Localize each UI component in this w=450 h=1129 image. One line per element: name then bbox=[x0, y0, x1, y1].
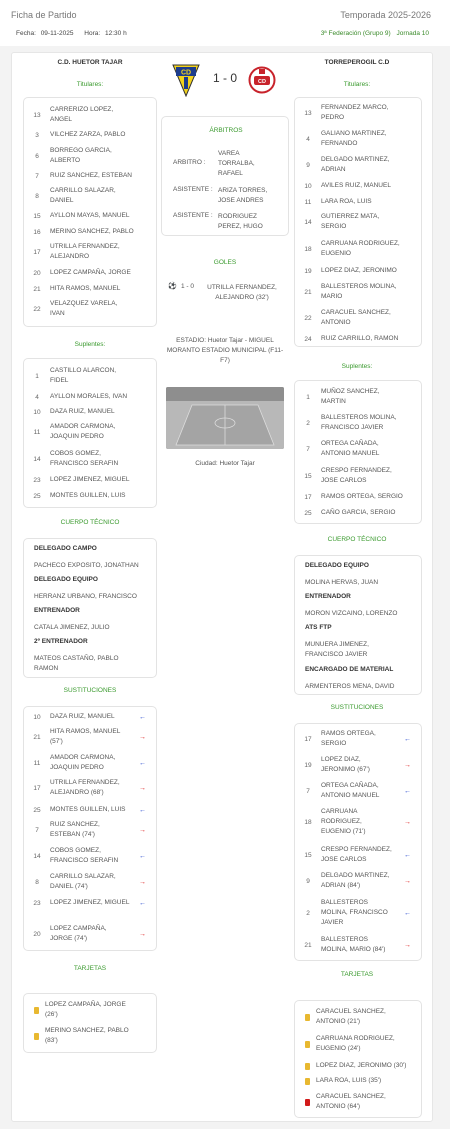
player-name: CARACUEL SANCHEZ, ANTONIO (21') bbox=[316, 1008, 386, 1025]
list-item[interactable] bbox=[295, 466, 421, 486]
list-item[interactable] bbox=[34, 1026, 156, 1046]
list-item[interactable] bbox=[24, 805, 156, 815]
player-name: VELAZQUEZ VARELA, IVAN bbox=[50, 300, 118, 317]
player-name: UTRILLA FERNANDEZ, ALEJANDRO bbox=[50, 243, 120, 260]
fecha-value: 09-11-2025 bbox=[40, 30, 74, 37]
player-number: 25 bbox=[33, 806, 41, 814]
referee-name: RODRIGUEZ PEREZ, HUGO bbox=[218, 213, 263, 230]
list-item[interactable] bbox=[24, 422, 156, 442]
player-number: 22 bbox=[304, 314, 312, 322]
referees-panel bbox=[161, 116, 289, 236]
list-item[interactable] bbox=[295, 181, 421, 191]
goal-item bbox=[166, 281, 286, 305]
football-icon: ⚽ bbox=[168, 283, 177, 290]
sub-in-arrow-icon: → bbox=[404, 877, 411, 885]
list-item[interactable] bbox=[295, 807, 421, 837]
goles-label: GOLES bbox=[213, 259, 237, 266]
list-item[interactable] bbox=[295, 898, 421, 928]
player-number: 11 bbox=[304, 198, 312, 206]
list-item[interactable] bbox=[295, 845, 421, 865]
player-name: MUÑOZ SANCHEZ, MARTIN bbox=[321, 388, 380, 405]
list-item[interactable] bbox=[295, 729, 421, 749]
player-number: 15 bbox=[304, 472, 312, 480]
player-number: 14 bbox=[304, 218, 312, 226]
player-name: MONTES GUILLEN, LUIS bbox=[50, 492, 126, 499]
player-number: 7 bbox=[35, 172, 39, 180]
player-name: DELGADO MARTINEZ, ADRIAN (84') bbox=[321, 872, 390, 889]
sub-out-arrow-icon: ← bbox=[404, 787, 411, 795]
staff-name: ARMENTEROS MENA, DAVID bbox=[305, 683, 395, 690]
list-item[interactable] bbox=[24, 727, 156, 747]
list-item[interactable] bbox=[24, 753, 156, 773]
player-number: 4 bbox=[306, 135, 310, 143]
home-tarjetas-label: TARJETAS bbox=[73, 965, 107, 972]
list-item[interactable] bbox=[24, 491, 156, 501]
player-name: RUIZ CARRILLO, RAMON bbox=[321, 335, 399, 342]
list-item[interactable] bbox=[24, 130, 156, 140]
competition-info bbox=[317, 30, 429, 37]
away-tarjetas-list bbox=[294, 1000, 422, 1118]
player-name: RAMOS ORTEGA, SERGIO bbox=[321, 730, 376, 747]
player-number: 22 bbox=[33, 305, 41, 313]
list-item[interactable] bbox=[24, 146, 156, 166]
arbitros-label: ÁRBITROS bbox=[209, 127, 243, 134]
referee-name: VAREA TORRALBA, RAFAEL bbox=[218, 150, 255, 177]
sub-in-arrow-icon: → bbox=[139, 733, 146, 741]
player-number: 10 bbox=[33, 408, 41, 416]
player-number: 25 bbox=[33, 492, 41, 500]
player-name: BALLESTEROS MOLINA, MARIO bbox=[321, 283, 397, 300]
player-number: 17 bbox=[33, 784, 41, 792]
player-name: DELGADO MARTINEZ, ADRIAN bbox=[321, 156, 390, 173]
player-number: 21 bbox=[33, 285, 41, 293]
list-item[interactable] bbox=[24, 846, 156, 866]
player-name: BALLESTEROS MOLINA, FRANCISCO JAVIER bbox=[321, 899, 388, 926]
hora-value: 12:30 h bbox=[105, 30, 127, 37]
referee-role: ARBITRO : bbox=[173, 159, 206, 166]
yellow-card-icon bbox=[305, 1078, 310, 1085]
player-name: GUTIERREZ MATA, SERGIO bbox=[321, 213, 380, 230]
staff-role: 2º ENTRENADOR bbox=[34, 638, 88, 645]
yellow-card-icon bbox=[34, 1007, 39, 1014]
stadium-photo-icon bbox=[166, 387, 284, 449]
page-title: Ficha de Partido bbox=[11, 10, 77, 20]
list-item[interactable] bbox=[24, 712, 156, 722]
staff-name: MOLINA HERVAS, JUAN bbox=[305, 579, 379, 586]
player-number: 20 bbox=[33, 269, 41, 277]
player-number: 17 bbox=[304, 493, 312, 501]
player-name: BALLESTEROS MOLINA, MARIO (84') bbox=[321, 936, 386, 953]
player-name: LOPEZ CAMPAÑA, JORGE bbox=[50, 269, 131, 276]
away-crest-icon bbox=[248, 65, 276, 95]
list-item[interactable] bbox=[295, 282, 421, 302]
player-number: 17 bbox=[304, 735, 312, 743]
player-number: 8 bbox=[35, 192, 39, 200]
player-number: 23 bbox=[33, 476, 41, 484]
player-name: COBOS GOMEZ, FRANCISCO SERAFIN bbox=[50, 450, 119, 467]
list-item[interactable] bbox=[295, 308, 421, 328]
player-number: 14 bbox=[33, 852, 41, 860]
player-name: CARRUANA RODRIGUEZ, EUGENIO (24') bbox=[316, 1035, 395, 1052]
sub-out-arrow-icon: ← bbox=[404, 851, 411, 859]
competition-link[interactable]: 3ª Federación (Grupo 9) bbox=[320, 30, 391, 37]
list-item[interactable] bbox=[305, 1007, 421, 1027]
away-cuerpo-label: CUERPO TÉCNICO bbox=[327, 536, 387, 543]
player-name: ORTEGA CAÑADA, ANTONIO MANUEL bbox=[321, 782, 380, 799]
player-name: ORTEGA CAÑADA, ANTONIO MANUEL bbox=[321, 440, 380, 457]
player-name: AYLLON MORALES, IVAN bbox=[50, 393, 128, 400]
home-titulares-list bbox=[23, 97, 157, 327]
home-cuerpo-label: CUERPO TÉCNICO bbox=[60, 519, 120, 526]
player-number: 19 bbox=[304, 761, 312, 769]
player-name: LOPEZ JIMENEZ, MIGUEL bbox=[50, 899, 130, 906]
player-name: CAÑO GARCIA, SERGIO bbox=[321, 509, 396, 516]
list-item[interactable] bbox=[24, 268, 156, 278]
player-name: CRESPO FERNANDEZ, JOSE CARLOS bbox=[321, 846, 392, 863]
list-item[interactable] bbox=[24, 105, 156, 125]
staff-name: PACHECO EXPOSITO, JONATHAN bbox=[34, 562, 139, 569]
player-name: LOPEZ CAMPAÑA, JORGE (26') bbox=[45, 1001, 126, 1018]
away-suplentes-list bbox=[294, 380, 422, 524]
player-number: 1 bbox=[306, 393, 310, 401]
list-item[interactable] bbox=[295, 212, 421, 232]
sub-in-arrow-icon: → bbox=[139, 930, 146, 938]
player-name: UTRILLA FERNANDEZ, ALEJANDRO (68') bbox=[50, 779, 120, 796]
player-name: MERINO SANCHEZ, PABLO bbox=[50, 228, 134, 235]
player-number: 2 bbox=[306, 419, 310, 427]
player-name: RAMOS ORTEGA, SERGIO bbox=[321, 493, 403, 500]
player-name: MERINO SANCHEZ, PABLO (83') bbox=[45, 1027, 129, 1044]
sub-out-arrow-icon: ← bbox=[139, 899, 146, 907]
sub-out-arrow-icon: ← bbox=[139, 852, 146, 860]
player-name: CASTILLO ALARCON, FIDEL bbox=[50, 367, 117, 384]
player-name: GALIANO MARTINEZ, FERNANDO bbox=[321, 130, 387, 147]
list-item[interactable] bbox=[305, 1076, 421, 1086]
staff-name: CATALA JIMENEZ, JULIO bbox=[34, 624, 110, 631]
player-number: 6 bbox=[35, 152, 39, 160]
list-item[interactable] bbox=[305, 1061, 421, 1071]
home-titulares-label: Titulares: bbox=[76, 81, 104, 88]
home-crest-icon bbox=[171, 63, 201, 97]
sub-in-arrow-icon: → bbox=[139, 826, 146, 834]
list-item[interactable] bbox=[295, 387, 421, 407]
staff-role: DELEGADO CAMPO bbox=[34, 545, 97, 552]
list-item[interactable] bbox=[295, 492, 421, 502]
home-team-name[interactable]: C.D. HUETOR TAJAR bbox=[57, 59, 123, 66]
list-item[interactable] bbox=[24, 242, 156, 262]
away-team-name[interactable]: TORREPEROGIL C.D bbox=[324, 59, 390, 66]
sub-out-arrow-icon: ← bbox=[139, 759, 146, 767]
player-name: DAZA RUIZ, MANUEL bbox=[50, 408, 115, 415]
fecha-label: Fecha: bbox=[16, 30, 36, 37]
staff-role: ENTRENADOR bbox=[305, 593, 351, 600]
home-team-crest[interactable] bbox=[171, 63, 201, 97]
sub-out-arrow-icon: ← bbox=[404, 909, 411, 917]
list-item[interactable] bbox=[24, 186, 156, 206]
player-name: CARRERIZO LOPEZ, ANGEL bbox=[50, 106, 114, 123]
away-tarjetas-label: TARJETAS bbox=[340, 971, 374, 978]
player-number: 24 bbox=[304, 335, 312, 343]
player-number: 18 bbox=[304, 245, 312, 253]
staff-role: DELEGADO EQUIPO bbox=[305, 562, 369, 569]
match-meta bbox=[16, 30, 130, 37]
list-item[interactable] bbox=[34, 1000, 156, 1020]
list-item[interactable] bbox=[24, 284, 156, 294]
yellow-card-icon bbox=[305, 1063, 310, 1070]
staff-name: MORON VIZCAINO, LORENZO bbox=[305, 610, 398, 617]
player-name: LOPEZ DIAZ, JERONIMO (67') bbox=[321, 756, 370, 773]
referee-role: ASISTENTE : bbox=[173, 186, 213, 193]
season-label: Temporada 2025-2026 bbox=[340, 10, 431, 20]
player-name: FERNANDEZ MARCO, PEDRO bbox=[321, 104, 389, 121]
player-name: LOPEZ DIAZ, JERONIMO (30') bbox=[316, 1062, 407, 1069]
player-number: 7 bbox=[35, 826, 39, 834]
city-info: Ciudad: Huetor Tajar bbox=[195, 460, 255, 467]
player-name: CARRUANA RODRIGUEZ, EUGENIO bbox=[321, 240, 400, 257]
yellow-card-icon bbox=[305, 1014, 310, 1021]
player-number: 3 bbox=[35, 131, 39, 139]
sub-in-arrow-icon: → bbox=[404, 818, 411, 826]
player-number: 10 bbox=[304, 182, 312, 190]
player-name: LOPEZ DIAZ, JERONIMO bbox=[321, 267, 397, 274]
hora-label: Hora: bbox=[84, 30, 101, 37]
stadium-image bbox=[166, 387, 284, 449]
goal-scorer: UTRILLA FERNANDEZ, ALEJANDRO (32') bbox=[207, 284, 277, 301]
list-item[interactable] bbox=[295, 197, 421, 207]
home-suplentes-label: Suplentes: bbox=[74, 341, 106, 348]
stadium-info: ESTADIO: Huetor Tajar - MIGUEL MORANTO ESTADIO MUNICIPAL (F11-F7) bbox=[166, 337, 284, 364]
player-number: 20 bbox=[33, 930, 41, 938]
list-item[interactable] bbox=[24, 299, 156, 319]
list-item[interactable] bbox=[295, 334, 421, 344]
list-item[interactable] bbox=[24, 475, 156, 485]
player-number: 1 bbox=[35, 372, 39, 380]
list-item[interactable] bbox=[295, 129, 421, 149]
player-name: COBOS GOMEZ, FRANCISCO SERAFIN bbox=[50, 847, 119, 864]
list-item[interactable] bbox=[24, 392, 156, 402]
scoreline: 1 - 0 bbox=[212, 71, 237, 85]
player-number: 25 bbox=[304, 509, 312, 517]
away-cuerpo-list bbox=[294, 555, 422, 695]
player-name: HITA RAMOS, MANUEL (57') bbox=[50, 728, 121, 745]
goal-score: 1 - 0 bbox=[181, 283, 195, 290]
list-item[interactable] bbox=[24, 778, 156, 798]
player-name: CARRUANA RODRIGUEZ, EUGENIO (71') bbox=[321, 808, 366, 835]
player-number: 16 bbox=[33, 228, 41, 236]
staff-role: ENCARGADO DE MATERIAL bbox=[305, 666, 394, 673]
list-item[interactable] bbox=[24, 898, 156, 908]
player-name: MONTES GUILLEN, LUIS bbox=[50, 806, 126, 813]
player-name: CARRILLO SALAZAR, DANIEL bbox=[50, 187, 116, 204]
away-sustituciones-list bbox=[294, 723, 422, 961]
list-item[interactable] bbox=[305, 1092, 421, 1112]
player-number: 21 bbox=[304, 941, 312, 949]
list-item[interactable] bbox=[295, 266, 421, 276]
away-team-crest[interactable] bbox=[248, 65, 276, 95]
list-item[interactable] bbox=[305, 1034, 421, 1054]
home-cuerpo-list bbox=[23, 538, 157, 678]
player-number: 10 bbox=[33, 713, 41, 721]
home-tarjetas-list bbox=[23, 993, 157, 1053]
svg-text:CD: CD bbox=[258, 79, 266, 85]
player-number: 11 bbox=[33, 428, 41, 436]
player-number: 15 bbox=[33, 212, 41, 220]
player-name: LOPEZ JIMENEZ, MIGUEL bbox=[50, 476, 130, 483]
player-number: 9 bbox=[306, 161, 310, 169]
sub-in-arrow-icon: → bbox=[139, 784, 146, 792]
away-titulares-label: Titulares: bbox=[343, 81, 371, 88]
player-number: 17 bbox=[33, 248, 41, 256]
player-name: LARA ROA, LUIS (35') bbox=[316, 1077, 382, 1084]
player-number: 21 bbox=[304, 288, 312, 296]
player-name: VILCHEZ ZARZA, PABLO bbox=[50, 131, 126, 138]
red-card-icon bbox=[305, 1099, 310, 1106]
list-item[interactable] bbox=[295, 439, 421, 459]
player-number: 18 bbox=[304, 818, 312, 826]
referee-role: ASISTENTE : bbox=[173, 212, 213, 219]
player-number: 2 bbox=[306, 909, 310, 917]
player-name: CARACUEL SANCHEZ, ANTONIO bbox=[321, 309, 391, 326]
sub-in-arrow-icon: → bbox=[404, 761, 411, 769]
list-item[interactable] bbox=[24, 366, 156, 386]
player-name: AVILES RUIZ, MANUEL bbox=[321, 182, 391, 189]
yellow-card-icon bbox=[305, 1041, 310, 1048]
player-number: 11 bbox=[33, 759, 41, 767]
player-number: 9 bbox=[306, 877, 310, 885]
player-name: DAZA RUIZ, MANUEL bbox=[50, 713, 115, 720]
list-item[interactable] bbox=[295, 103, 421, 123]
player-number: 7 bbox=[306, 445, 310, 453]
list-item[interactable] bbox=[295, 871, 421, 891]
home-suplentes-list bbox=[23, 358, 157, 508]
sub-in-arrow-icon: → bbox=[404, 941, 411, 949]
player-number: 8 bbox=[35, 878, 39, 886]
list-item[interactable] bbox=[24, 924, 156, 944]
list-item[interactable] bbox=[295, 413, 421, 433]
player-name: CARRILLO SALAZAR, DANIEL (74') bbox=[50, 873, 116, 890]
sub-out-arrow-icon: ← bbox=[404, 735, 411, 743]
player-number: 7 bbox=[306, 787, 310, 795]
player-name: AYLLON MAYAS, MANUEL bbox=[50, 212, 130, 219]
player-number: 13 bbox=[304, 109, 312, 117]
staff-name: HERRANZ URBANO, FRANCISCO bbox=[34, 593, 137, 600]
list-item[interactable] bbox=[295, 935, 421, 955]
player-name: CRESPO FERNANDEZ, JOSE CARLOS bbox=[321, 467, 392, 484]
yellow-card-icon bbox=[34, 1033, 39, 1040]
player-number: 21 bbox=[33, 733, 41, 741]
list-item[interactable] bbox=[295, 239, 421, 259]
player-number: 23 bbox=[33, 899, 41, 907]
player-name: HITA RAMOS, MANUEL bbox=[50, 285, 121, 292]
away-titulares-list bbox=[294, 97, 422, 347]
list-item[interactable] bbox=[295, 508, 421, 518]
player-number: 13 bbox=[33, 111, 41, 119]
svg-text:CD: CD bbox=[180, 69, 192, 77]
player-name: BORREGO GARCIA, ALBERTO bbox=[50, 147, 112, 164]
list-item[interactable] bbox=[24, 820, 156, 840]
player-name: LOPEZ CAMPAÑA, JORGE (74') bbox=[50, 925, 107, 942]
referee-name: ARIZA TORRES, JOSE ANDRES bbox=[218, 187, 268, 204]
staff-role: DELEGADO EQUIPO bbox=[34, 576, 98, 583]
list-item[interactable] bbox=[24, 211, 156, 221]
list-item[interactable] bbox=[295, 755, 421, 775]
list-item[interactable] bbox=[24, 872, 156, 892]
sub-out-arrow-icon: ← bbox=[139, 713, 146, 721]
away-suplentes-label: Suplentes: bbox=[341, 363, 373, 370]
list-item[interactable] bbox=[24, 227, 156, 237]
staff-name: MATEOS CASTAÑO, PABLO RAMON bbox=[34, 655, 119, 672]
player-name: AMADOR CARMONA, JOAQUIN PEDRO bbox=[50, 423, 116, 440]
player-number: 14 bbox=[33, 455, 41, 463]
list-item[interactable] bbox=[24, 449, 156, 469]
sub-in-arrow-icon: → bbox=[139, 878, 146, 886]
player-name: LARA ROA, LUIS bbox=[321, 198, 372, 205]
list-item[interactable] bbox=[24, 407, 156, 417]
list-item[interactable] bbox=[24, 171, 156, 181]
home-sustituciones-label: SUSTITUCIONES bbox=[63, 687, 117, 694]
staff-role: ENTRENADOR bbox=[34, 607, 80, 614]
match-card bbox=[11, 52, 433, 1122]
sub-out-arrow-icon: ← bbox=[139, 806, 146, 814]
list-item[interactable] bbox=[295, 781, 421, 801]
player-name: CARACUEL SANCHEZ, ANTONIO (64') bbox=[316, 1093, 386, 1110]
home-sustituciones-list bbox=[23, 706, 157, 951]
player-name: RUIZ SANCHEZ, ESTEBAN bbox=[50, 172, 132, 179]
page-header bbox=[0, 0, 450, 46]
player-name: BALLESTEROS MOLINA, FRANCISCO JAVIER bbox=[321, 414, 397, 431]
jornada-link[interactable]: Jornada 10 bbox=[396, 30, 429, 37]
staff-name: MUNUERA JIMENEZ, FRANCISCO JAVIER bbox=[305, 641, 369, 658]
player-number: 4 bbox=[35, 393, 39, 401]
player-number: 19 bbox=[304, 267, 312, 275]
staff-role: ATS FTP bbox=[305, 624, 332, 631]
list-item[interactable] bbox=[295, 155, 421, 175]
away-sustituciones-label: SUSTITUCIONES bbox=[330, 704, 384, 711]
player-name: AMADOR CARMONA, JOAQUIN PEDRO bbox=[50, 754, 116, 771]
player-number: 15 bbox=[304, 851, 312, 859]
player-name: RUIZ SANCHEZ, ESTEBAN (74') bbox=[50, 821, 100, 838]
